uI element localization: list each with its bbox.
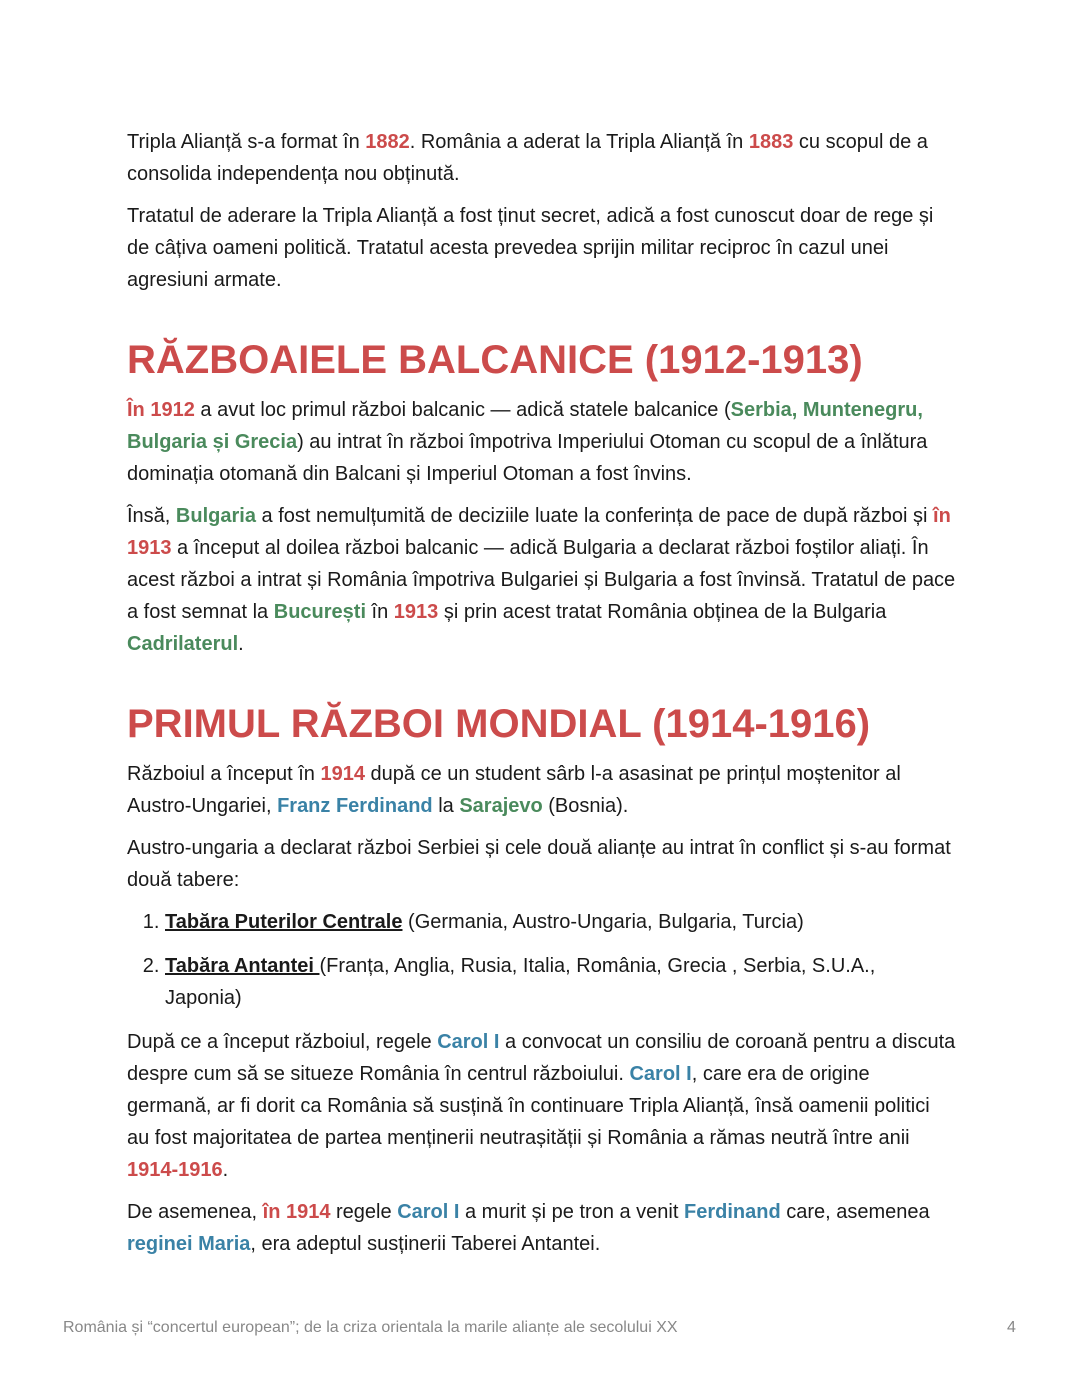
page-footer: România și “concertul european”; de la criza orientala la marile alianțe ale secolului XX bbox=[63, 1319, 678, 1336]
highlight-date: 1913 bbox=[393, 601, 439, 623]
text-run: . bbox=[222, 1159, 229, 1181]
highlight-place: Sarajevo bbox=[459, 795, 543, 817]
text-run: Tratatul de aderare la Tripla Alianță a fost ținut secret, adică a fost cunoscut doar de rege și de câțiva oameni politică. Tratatul acesta prevedea sprijin militar reciproc în cazul unei agresiuni armate. bbox=[127, 205, 934, 291]
text-run: De asemenea, bbox=[127, 1201, 263, 1223]
text-run: la bbox=[432, 795, 460, 817]
text-run: în bbox=[366, 601, 394, 623]
text-run: ) au intrat în război împotriva Imperiului Otoman cu scopul de a înlătura dominația otomană din Balcani și Imperiul Otoman a fost învins. bbox=[127, 431, 928, 485]
highlight-date: 1883 bbox=[748, 131, 794, 153]
highlight-place: București bbox=[273, 601, 366, 623]
underlined-term: Tabăra Antantei bbox=[165, 955, 320, 977]
highlight-person: reginei Maria bbox=[127, 1233, 251, 1255]
highlight-date: În 1912 bbox=[127, 399, 195, 421]
highlight-place: Serbia, Muntenegru, Bulgaria și Grecia bbox=[127, 399, 923, 453]
highlight-date: în 1913 bbox=[127, 505, 951, 559]
text-run: Austro-ungaria a declarat război Serbiei și cele două alianțe au intrat în conflict și s-au format două tabere: bbox=[127, 837, 951, 891]
text-run: , care era de origine germană, ar fi dorit ca România să susțină în continuare Tripla Alianță, însă oamenii politici au fost majoritatea de partea menținerii neutrașității și România a rămas neutră între anii bbox=[127, 1063, 930, 1149]
text-run: Tripla Alianță s-a format în bbox=[127, 131, 366, 153]
text-run: a murit și pe tron a venit bbox=[459, 1201, 684, 1223]
highlight-person: Carol I bbox=[437, 1031, 500, 1053]
paragraph bbox=[127, 126, 957, 190]
highlight-person: Carol I bbox=[629, 1063, 692, 1085]
text-run: După ce a început războiul, regele bbox=[127, 1031, 438, 1053]
section-heading: RĂZBOAIELE BALCANICE (1912-1913) bbox=[127, 338, 863, 382]
text-run: a fost nemulțumită de deciziile luate la conferința de pace de după război și bbox=[255, 505, 934, 527]
paragraph bbox=[127, 200, 957, 296]
highlight-person: Franz Ferdinand bbox=[277, 795, 433, 817]
text-run: . România a aderat la Tripla Alianță în bbox=[409, 131, 749, 153]
highlight-person: Carol I bbox=[397, 1201, 460, 1223]
text-run: regele bbox=[330, 1201, 398, 1223]
page-number: 4 bbox=[1007, 1319, 1016, 1336]
text-run: a convocat un consiliu de coroană pentru a discuta despre cum să se situeze România în centrul războiului. bbox=[127, 1031, 956, 1085]
highlight-date: 1882 bbox=[365, 131, 410, 153]
text-run: (Franța, Anglia, Rusia, Italia, România, Grecia , Serbia, S.U.A., Japonia) bbox=[165, 955, 876, 1009]
text-run: cu scopul de a consolida independența nou obținută. bbox=[127, 131, 928, 185]
text-run: , era adeptul susținerii Taberei Antantei. bbox=[250, 1233, 601, 1255]
paragraph bbox=[127, 1026, 957, 1186]
text-run: după ce un student sârb l-a asasinat pe prințul moștenitor al Austro-Ungariei, bbox=[127, 763, 901, 817]
section-heading: PRIMUL RĂZBOI MONDIAL (1914-1916) bbox=[127, 702, 871, 746]
paragraph bbox=[127, 832, 957, 896]
text-run: . bbox=[238, 633, 244, 655]
paragraph bbox=[127, 758, 957, 822]
highlight-date: 1914 bbox=[320, 763, 365, 785]
highlight-place: Cadrilaterul bbox=[127, 633, 239, 655]
text-run: a început al doilea război balcanic — adică Bulgaria a declarat război foștilor aliați. În acest război a intrat și România împotriva Bulgariei și Bulgaria a fost învinsă. Tratatul de pace a fost semnat la bbox=[127, 537, 956, 623]
list-item bbox=[165, 906, 957, 938]
paragraph bbox=[127, 394, 957, 490]
document-body bbox=[127, 126, 957, 1270]
text-run: Însă, bbox=[127, 505, 176, 527]
alliance-list bbox=[127, 906, 957, 1014]
text-run: a avut loc primul război balcanic — adică statele balcanice ( bbox=[194, 399, 731, 421]
list-item bbox=[165, 950, 957, 1014]
paragraph bbox=[127, 1196, 957, 1260]
highlight-date: în 1914 bbox=[262, 1201, 331, 1223]
text-run: care, asemenea bbox=[780, 1201, 930, 1223]
highlight-person: Ferdinand bbox=[683, 1201, 781, 1223]
text-run: și prin acest tratat România obținea de la Bulgaria bbox=[438, 601, 887, 623]
text-run: Războiul a început în bbox=[127, 763, 321, 785]
highlight-date: 1914-1916 bbox=[127, 1159, 223, 1181]
underlined-term: Tabăra Puterilor Centrale bbox=[165, 911, 403, 933]
text-run: (Bosnia). bbox=[542, 795, 629, 817]
text-run: (Germania, Austro-Ungaria, Bulgaria, Turcia) bbox=[402, 911, 804, 933]
highlight-place: Bulgaria bbox=[175, 505, 256, 527]
paragraph bbox=[127, 500, 957, 660]
